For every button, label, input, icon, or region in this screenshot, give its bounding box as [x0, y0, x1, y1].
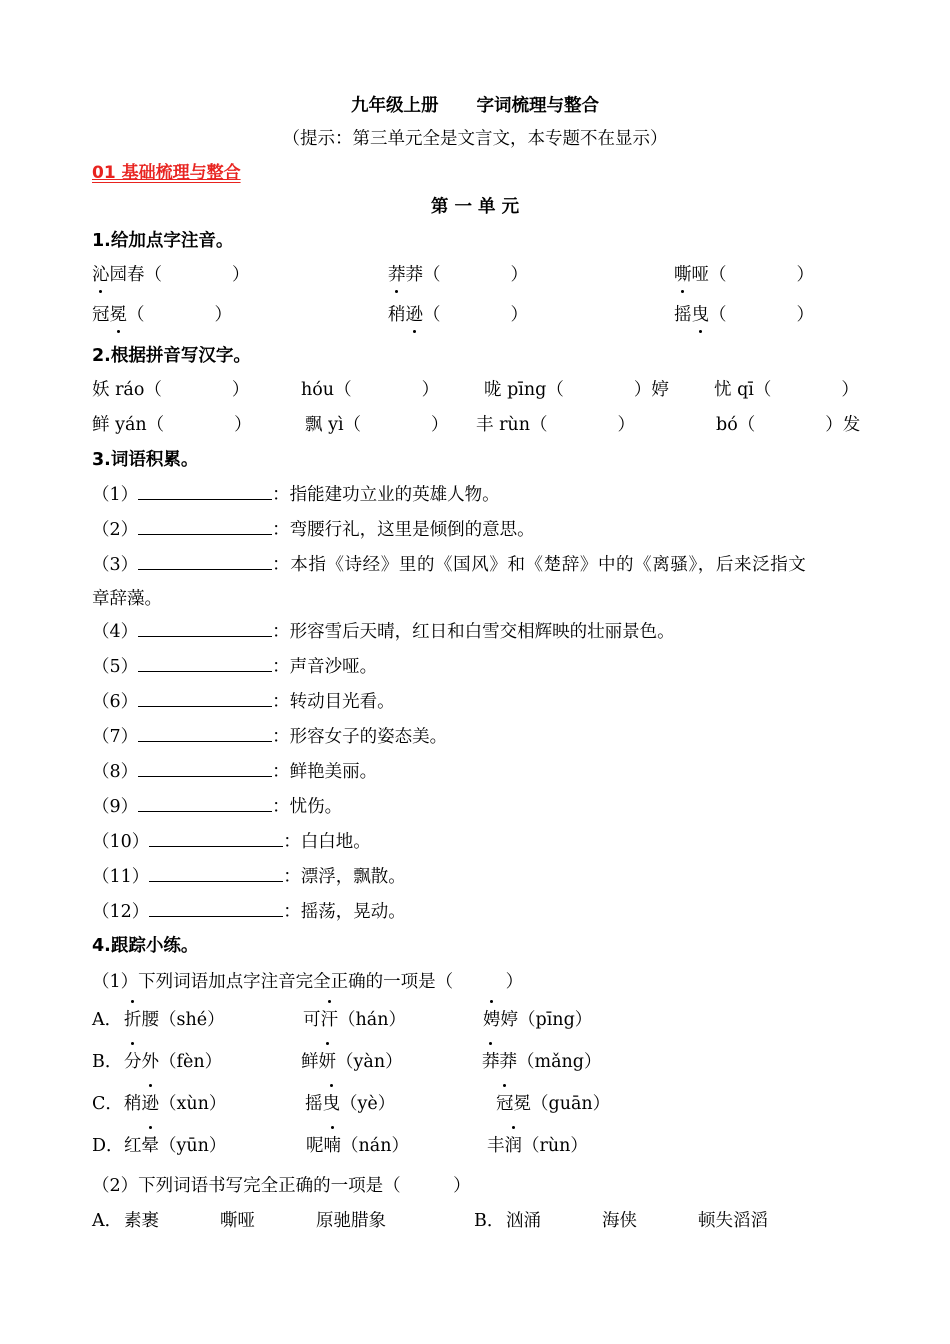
q2-item: hóu（ ） — [301, 380, 440, 400]
q2-item: 妖 ráo（ ） — [92, 380, 250, 400]
q1-item: 嘶哑（ ） — [674, 261, 814, 286]
q4-option-word: 娉婷（pīng） — [483, 1006, 592, 1031]
q2-title: 2.根据拼音写汉字。 — [92, 346, 251, 366]
q3-item: （12） ：摇荡，晃动。 — [92, 902, 406, 922]
q4-2-word: 嘶哑 — [220, 1211, 255, 1231]
q2-item: 鲜 yán（ ） — [92, 415, 252, 435]
q2-item: 忧 qī（ ） — [714, 380, 859, 400]
q2-item: 丰 rùn（ ） — [476, 415, 635, 435]
q3-item-continued: 章辞藻。 — [92, 589, 162, 609]
q3-title: 3.词语积累。 — [92, 450, 199, 470]
title-topic: 字词梳理与整合 — [476, 96, 599, 116]
q4-2-word: 海侠 — [602, 1211, 637, 1231]
q4-option-c: C． — [92, 1094, 123, 1114]
q4-2-option-b-label: B． — [474, 1211, 505, 1231]
q3-item: （11） ：漂浮，飘散。 — [92, 867, 406, 887]
q4-option-word: 红晕（yūn） — [124, 1132, 226, 1157]
q4-option-a: A． — [92, 1010, 123, 1030]
q2-item: 咙 pīng（ ）婷 — [484, 380, 669, 400]
q4-option-word: 分外（fèn） — [124, 1048, 222, 1073]
q1-item: 冠冕（ ） — [92, 301, 232, 326]
q4-option-word: 呢喃（nán） — [306, 1132, 409, 1157]
q4-2-word: 汹涌 — [506, 1211, 541, 1231]
q4-option-word: 摇曳（yè） — [305, 1090, 395, 1115]
q4-option-word: 冠冕（guān） — [496, 1090, 610, 1115]
q4-title: 4.跟踪小练。 — [92, 936, 199, 956]
page-title — [0, 92, 950, 117]
q3-item: （5） ：声音沙哑。 — [92, 657, 378, 677]
q4-option-b: B． — [92, 1052, 123, 1072]
q3-item: （7） ：形容女子的姿态美。 — [92, 727, 448, 747]
q4-option-word: 莽莽（mǎng） — [482, 1048, 602, 1073]
hint-text: （提示：第三单元全是文言文，本专题不在显示） — [282, 129, 668, 149]
q1-item: 沁园春（ ） — [92, 261, 250, 286]
q4-option-word: 鲜妍（yàn） — [301, 1048, 403, 1073]
q4-sub2: （2）下列词语书写完全正确的一项是（ ） — [92, 1176, 471, 1196]
q4-2-word: 原驰腊象 — [316, 1211, 386, 1231]
unit-title: 第 一 单 元 — [430, 197, 520, 217]
q4-option-d: D． — [92, 1136, 124, 1156]
q4-2-option-a-label: A． — [92, 1211, 123, 1231]
q3-item: （10） ：白白地。 — [92, 832, 371, 852]
title-grade: 九年级上册 — [351, 96, 439, 116]
section-heading: 01 基础梳理与整合 — [92, 163, 241, 183]
q3-item: （1） ：指能建功立业的英雄人物。 — [92, 485, 500, 505]
q4-option-word: 可汗（hán） — [303, 1006, 406, 1031]
q4-2-word: 素裹 — [124, 1211, 159, 1231]
q2-item: 飘 yì（ ） — [305, 415, 449, 435]
q2-item: bó（ ）发 — [716, 415, 861, 435]
q1-item: 稍逊（ ） — [388, 301, 528, 326]
q1-item: 摇曳（ ） — [674, 301, 814, 326]
q3-item: （4） ：形容雪后天晴，红日和白雪交相辉映的壮丽景色。 — [92, 622, 675, 642]
q1-title: 1.给加点字注音。 — [92, 231, 234, 251]
q4-sub1: （1）下列词语加点字注音完全正确的一项是（ ） — [92, 972, 524, 992]
q3-item: （8） ：鲜艳美丽。 — [92, 762, 378, 782]
q4-2-word: 顿失滔滔 — [698, 1211, 768, 1231]
q3-item: （2） ：弯腰行礼，这里是倾倒的意思。 — [92, 520, 535, 540]
q4-option-word: 丰润（rùn） — [487, 1132, 588, 1157]
q3-item: （6） ：转动目光看。 — [92, 692, 395, 712]
q3-item: （9） ：忧伤。 — [92, 797, 343, 817]
q4-option-word: 折腰（shé） — [124, 1006, 225, 1031]
q3-item: （3） ：本指《诗经》里的《国风》和《楚辞》中的《离骚》，后来泛指文 — [92, 555, 807, 575]
q4-option-word: 稍逊（xùn） — [124, 1090, 226, 1115]
q1-item: 莽莽（ ） — [388, 261, 528, 286]
